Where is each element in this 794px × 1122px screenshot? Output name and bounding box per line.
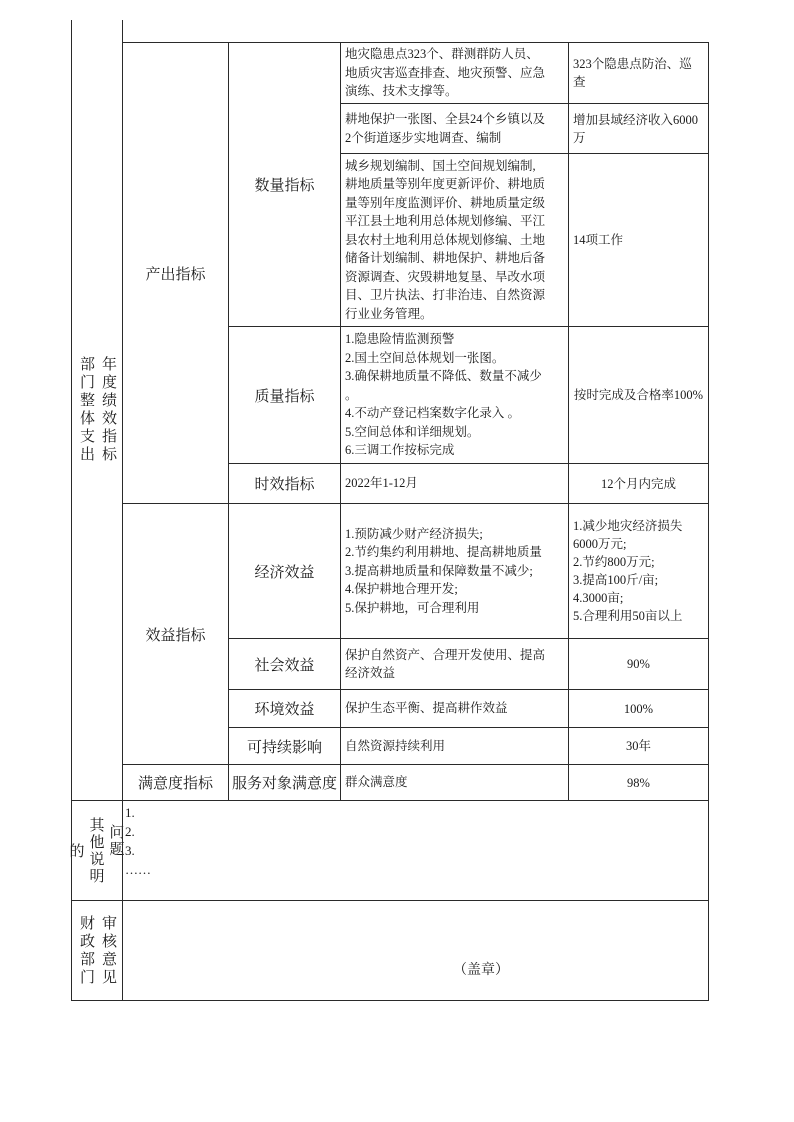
category-satisfaction — [122, 764, 229, 801]
row-target-text: 100% — [623, 701, 654, 716]
row-content — [340, 42, 569, 104]
row-content-text: 保护自然资产、合理开发使用、提高 经济效益 — [345, 647, 546, 680]
row-content — [340, 689, 569, 728]
row-target-text: 增加县域经济收入6000 万 — [573, 112, 699, 145]
row-content-text: 地灾隐患点323个、群测群防人员、 地质灾害巡查排查、地灾预警、应急 演练、技术支撑等。 — [345, 47, 546, 99]
indicator-quantity — [228, 42, 341, 327]
row-target — [568, 764, 709, 801]
row-target-text: 1.减少地灾经济损失 6000万元; 2.节约800万元; 3.提高100斤/亩; 4.3000亩; 5.合理利用50亩以上 — [573, 519, 683, 623]
indicator-quantity-label: 数量指标 — [254, 178, 315, 194]
row-target — [568, 638, 709, 690]
indicator-sustainable-label: 可持续影响 — [246, 739, 322, 756]
row-content-text: 1.预防减少财产经济损失; 2.节约集约利用耕地、提高耕地质量 3.提高耕地质量和保障数量不减少; 4.保护耕地合理开发; 5.保护耕地，可合理利用 — [345, 526, 542, 615]
finance-review-label-cell — [71, 900, 123, 1001]
other-notes-items: 1. 2. 3. …… — [125, 805, 151, 877]
indicator-quality — [228, 326, 341, 464]
row-target-text: 90% — [627, 657, 650, 671]
other-notes-label-b: 其他说明 — [87, 816, 104, 885]
row-target-text: 14项工作 — [573, 233, 624, 247]
category-satisfaction-label: 满意度指标 — [137, 776, 213, 792]
finance-review-label-b: 审核意见 — [100, 914, 116, 987]
indicator-social — [228, 638, 341, 690]
row-content-text: 群众满意度 — [345, 775, 408, 790]
row-target — [568, 689, 709, 728]
seal-placeholder: （盖章） — [453, 963, 509, 978]
row-target — [568, 42, 709, 104]
section-label-cell — [71, 20, 123, 801]
row-content — [340, 764, 569, 801]
other-notes-label-a: 的 — [69, 844, 85, 860]
row-content — [340, 503, 569, 639]
finance-review-content — [122, 900, 709, 1001]
row-target-text: 30年 — [625, 739, 651, 753]
category-output — [122, 42, 229, 504]
indicator-quality-label: 质量指标 — [254, 388, 315, 405]
row-content-text: 自然资源持续利用 — [345, 738, 446, 753]
row-target — [568, 326, 709, 464]
row-target — [568, 463, 709, 504]
indicator-environmental — [228, 689, 341, 728]
section-label-col-b: 年度绩效指标 — [100, 356, 116, 464]
row-target-text: 98% — [627, 775, 650, 790]
row-target-text: 按时完成及合格率100% — [573, 388, 704, 402]
row-target — [568, 727, 709, 765]
indicator-service-satisfaction — [228, 764, 341, 801]
indicator-timeliness — [228, 463, 341, 504]
category-output-label: 产出指标 — [145, 266, 206, 283]
indicator-economic-label: 经济效益 — [254, 564, 315, 581]
row-content-text: 保护生态平衡、提高耕作效益 — [345, 701, 508, 716]
row-target-text: 323个隐患点防治、巡 查 — [573, 57, 692, 89]
indicator-service-satisfaction-label: 服务对象满意度 — [231, 776, 337, 792]
indicator-timeliness-label: 时效指标 — [254, 477, 315, 493]
indicator-social-label: 社会效益 — [254, 657, 315, 674]
category-benefit — [122, 503, 229, 765]
row-target — [568, 103, 709, 154]
row-content-text: 城乡规划编制、国土空间规划编制, 耕地质量等别年度更新评价、耕地质 量等别年度监测评价、耕地质量定级 平江县土地利用总体规划修编、平江 县农村土地利用总体规划修编、土地 储备计划编制、耕地保护、耕地后备 资源调查、灾毁耕地复垦、旱改水项 目、卫片执法、打非治违、自然资源 行业业务管理。 — [345, 158, 546, 321]
row-content — [340, 326, 569, 464]
indicator-sustainable — [228, 727, 341, 765]
indicator-economic — [228, 503, 341, 639]
row-content — [340, 103, 569, 154]
other-notes-label-cell — [71, 800, 123, 901]
category-benefit-label: 效益指标 — [145, 627, 206, 644]
row-target — [568, 503, 709, 639]
row-content-text: 1.隐患险情监测预警 2.国土空间总体规划一张图。 3.确保耕地质量不降低、数量不减少 。 4.不动产登记档案数字化录入 。 5.空间总体和详细规划。 6.三调工作按标完成 — [345, 332, 542, 458]
row-content — [340, 638, 569, 690]
indicator-environmental-label: 环境效益 — [254, 702, 315, 718]
row-content — [340, 727, 569, 765]
other-notes-label-c: 问题 — [107, 823, 124, 858]
row-target — [568, 153, 709, 327]
row-content-text: 耕地保护一张图、全县24个乡镇以及 2个街道逐步实地调查、编制 — [345, 112, 546, 145]
row-content-text: 2022年1-12月 — [345, 476, 418, 491]
row-content — [340, 463, 569, 504]
row-target-text: 12个月内完成 — [600, 476, 676, 491]
other-notes-content — [122, 800, 709, 901]
section-label-col-a: 部门整体支出 — [78, 356, 94, 464]
row-content — [340, 153, 569, 327]
finance-review-label-a: 财政部门 — [78, 914, 94, 987]
